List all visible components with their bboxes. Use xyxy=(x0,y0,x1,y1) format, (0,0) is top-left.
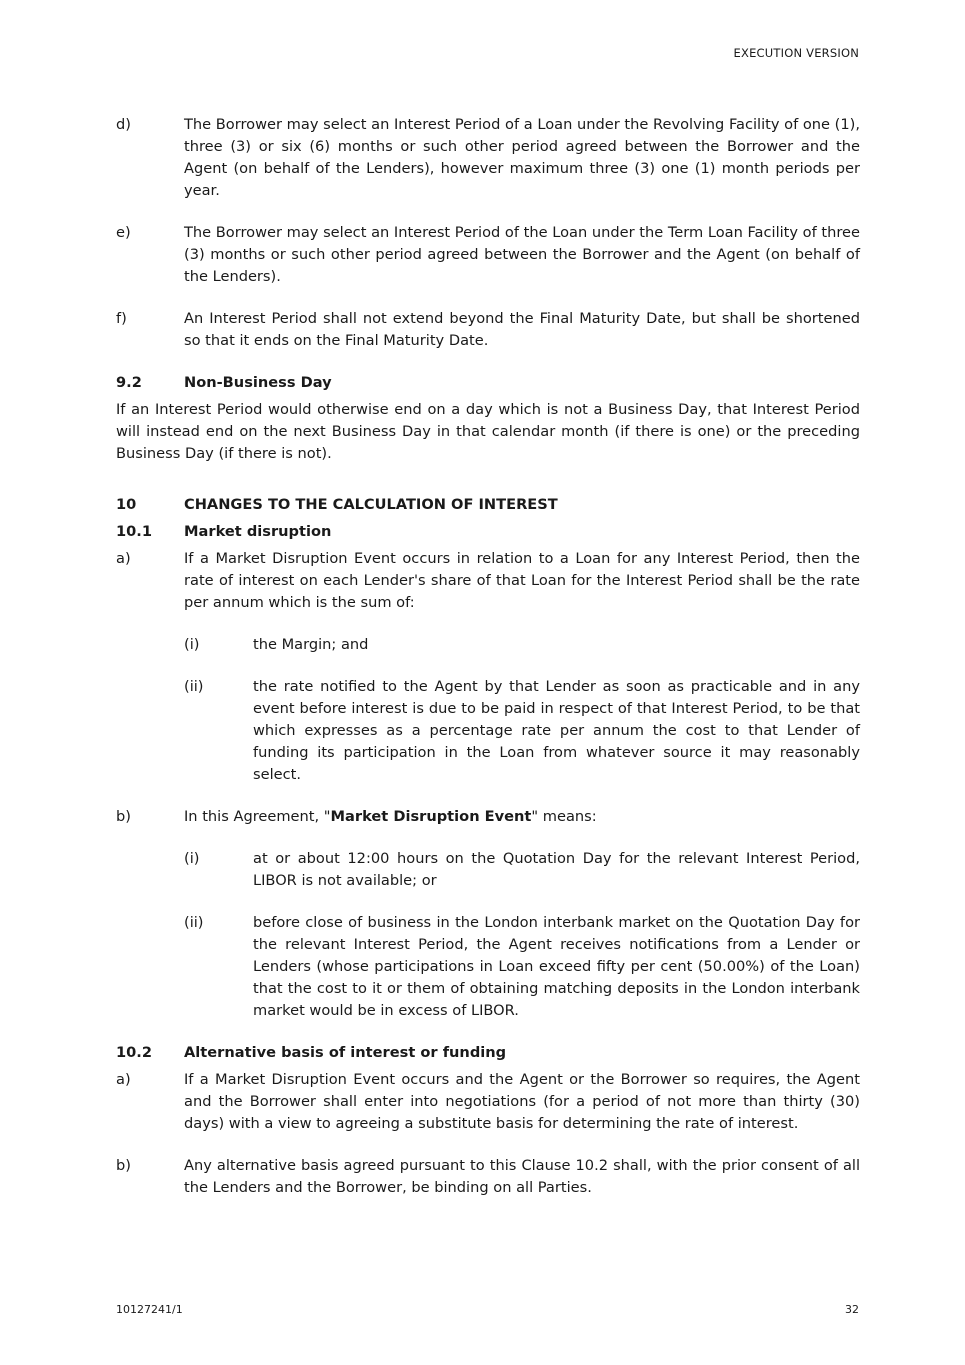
subparagraph-10-1-a-ii xyxy=(184,676,860,786)
clause-9-2-heading xyxy=(116,372,860,394)
document-body xyxy=(116,114,860,1199)
text-before-term: In this Agreement, " xyxy=(184,808,331,825)
text-after-term: " means: xyxy=(531,808,597,825)
clause-title: Non-Business Day xyxy=(184,374,332,391)
paragraph-text: Any alternative basis agreed pursuant to this Clause 10.2 shall, with the prior consent of all the Lenders and the Borrower, be binding on all Parties. xyxy=(184,1157,860,1196)
paragraph-marker: a) xyxy=(116,1071,131,1088)
subparagraph-marker: (ii) xyxy=(184,678,204,695)
execution-version-label: EXECUTION VERSION xyxy=(733,46,859,60)
clause-title: CHANGES TO THE CALCULATION OF INTEREST xyxy=(184,496,558,513)
paragraph-10-2-a xyxy=(116,1069,860,1135)
paragraph-marker: d) xyxy=(116,116,131,133)
paragraph-10-2-b xyxy=(116,1155,860,1199)
paragraph-10-1-b xyxy=(116,806,860,828)
subparagraph-marker: (ii) xyxy=(184,914,204,931)
subparagraph-marker: (i) xyxy=(184,636,200,653)
paragraph-9-1-d xyxy=(116,114,860,202)
paragraph-9-1-e xyxy=(116,222,860,288)
page-number: 32 xyxy=(845,1303,859,1316)
clause-number: 10 xyxy=(116,496,137,513)
clause-10-1-heading xyxy=(116,521,860,543)
clause-10-heading xyxy=(116,494,860,516)
paragraph-text: The Borrower may select an Interest Period of a Loan under the Revolving Facility of one (1), three (3) or six (6) months or such other period agreed between the Borrower and the Agent (on behalf of the Lenders), however maximum three (3) one (1) month periods per year. xyxy=(184,116,860,199)
paragraph-marker: e) xyxy=(116,224,131,241)
paragraph-marker: b) xyxy=(116,1157,131,1174)
subparagraph-marker: (i) xyxy=(184,850,200,867)
paragraph-text: If a Market Disruption Event occurs in relation to a Loan for any Interest Period, then the rate of interest on each Lender's share of that Loan for the Interest Period shall be the rate per annum which is the sum of: xyxy=(184,550,860,611)
subparagraph-text: before close of business in the London interbank market on the Quotation Day for the relevant Interest Period, the Agent receives notifications from a Lender or Lenders (whose participations in Loan exceed fifty per cent (50.00%) of the Loan) that the cost to it or them of obtaining matching deposits in the London interbank market would be in excess of LIBOR. xyxy=(253,914,860,1019)
subparagraph-10-1-b-ii xyxy=(184,912,860,1022)
paragraph-text: An Interest Period shall not extend beyond the Final Maturity Date, but shall be shortened so that it ends on the Final Maturity Date. xyxy=(184,310,860,349)
defined-term: Market Disruption Event xyxy=(330,808,532,825)
paragraph-text xyxy=(184,806,860,828)
clause-9-2-text: If an Interest Period would otherwise end on a day which is not a Business Day, that Interest Period will instead end on the next Business Day in that calendar month (if there is one) or the preceding Business Day (if there is not). xyxy=(116,401,860,462)
paragraph-text: The Borrower may select an Interest Period of the Loan under the Term Loan Facility of three (3) months or such other period agreed between the Borrower and the Agent (on behalf of the Lenders). xyxy=(184,224,860,285)
subparagraph-text: the Margin; and xyxy=(253,636,369,653)
paragraph-9-1-f xyxy=(116,308,860,352)
paragraph-text: If a Market Disruption Event occurs and the Agent or the Borrower so requires, the Agent and the Borrower shall enter into negotiations (for a period of not more than thirty (30) days) with a view to agreeing a substitute basis for determining the rate of interest. xyxy=(184,1071,860,1132)
clause-title: Alternative basis of interest or funding xyxy=(184,1044,507,1061)
clause-number: 10.2 xyxy=(116,1044,153,1061)
clause-number: 9.2 xyxy=(116,374,142,391)
paragraph-marker: f) xyxy=(116,310,127,327)
subparagraph-text: at or about 12:00 hours on the Quotation Day for the relevant Interest Period, LIBOR is not available; or xyxy=(253,850,860,889)
subparagraph-10-1-b-i xyxy=(184,848,860,892)
subparagraph-text: the rate notified to the Agent by that Lender as soon as practicable and in any event before interest is due to be paid in respect of that Interest Period, to be that which expresses as a percentage rate per annum the cost to that Lender of funding its participation in the Loan from whatever source it may reasonably select. xyxy=(253,678,860,783)
document-reference: 10127241/1 xyxy=(116,1303,183,1316)
paragraph-10-1-a xyxy=(116,548,860,614)
paragraph-marker: b) xyxy=(116,808,131,825)
clause-10-2-heading xyxy=(116,1042,860,1064)
paragraph-marker: a) xyxy=(116,550,131,567)
subparagraph-10-1-a-i xyxy=(184,634,860,656)
clause-title: Market disruption xyxy=(184,523,332,540)
clause-number: 10.1 xyxy=(116,523,153,540)
